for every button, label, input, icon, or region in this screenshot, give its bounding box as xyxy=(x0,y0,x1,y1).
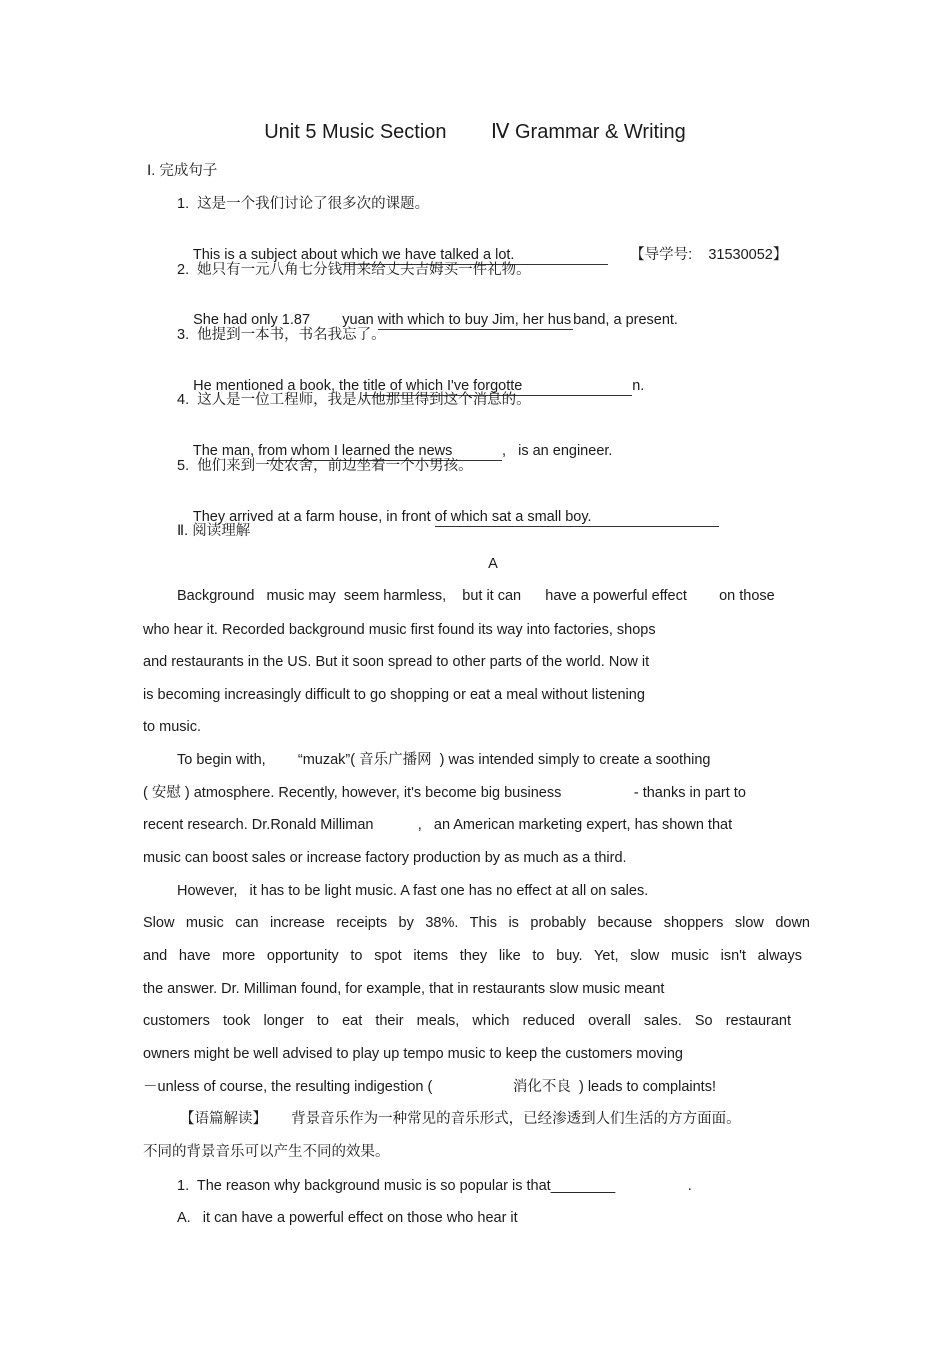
passage-line: owners might be well advised to play up tempo music to keep the customers moving xyxy=(143,1046,683,1062)
item-1-note: 【导学号: 31530052】 xyxy=(630,247,788,263)
option-a: A. it can have a powerful effect on those who hear it xyxy=(177,1210,518,1226)
item-1-chinese: 1. 这是一个我们讨论了很多次的课题。 xyxy=(177,196,430,212)
passage-line: ( 安慰 ) atmosphere. Recently, however, it's become big business - thanks in part to xyxy=(143,785,746,801)
passage-line: recent research. Dr.Ronald Milliman , an American marketing expert, has shown that xyxy=(143,817,733,833)
item-5-prefix: They arrived at a farm house, in front xyxy=(192,509,435,525)
item-4-prefix: The man, fr xyxy=(192,443,267,459)
item-5-chinese: 5. 他们来到一处农舍，前边坐着一个小男孩。 xyxy=(177,458,473,474)
item-1-answer: which we have talked a lot. xyxy=(341,246,608,265)
item-2-answer: with which to buy Jim, her hus xyxy=(377,312,572,328)
summary-line: 【语篇解读】 背景音乐作为一种常见的音乐形式，已经渗透到人们生活的方方面面。 xyxy=(180,1111,741,1127)
item-5-answer: of which sat a small boy. xyxy=(435,508,719,527)
question-1: 1. The reason why background music is so popular is that________ . xyxy=(177,1178,692,1194)
passage-line: to music. xyxy=(143,719,202,735)
passage-line: Slow music can increase receipts by 38%. This is probably because shoppers slow down xyxy=(143,915,810,931)
item-4-suffix: , is an engineer. xyxy=(502,443,613,459)
passage-line: music can boost sales or increase factory production by as much as a third. xyxy=(143,850,627,866)
item-5-english xyxy=(177,490,719,545)
item-2-chinese: 2. 她只有一元八角七分钱用来给丈夫吉姆买一件礼物。 xyxy=(177,262,531,278)
passage-line: customers took longer to eat their meals, which reduced overall sales. So restaurant xyxy=(143,1013,791,1029)
page-title: Unit 5 Music Section Ⅳ Grammar & Writing xyxy=(264,121,686,143)
item-2-suffix: band, a present. xyxy=(573,312,678,328)
passage-line: To begin with, “muzak”( 音乐广播网 ) was intended simply to create a soothing xyxy=(177,752,711,768)
item-1-prefix: This is a subject about xyxy=(192,247,342,263)
item-3-suffix: n. xyxy=(632,378,645,394)
item-4-chinese: 4. 这人是一位工程师，我是从他那里得到这个消息的。 xyxy=(177,392,531,408)
passage-line: the answer. Dr. Milliman found, for example, that in restaurants slow music meant xyxy=(143,981,665,997)
summary-line: 不同的背景音乐可以产生不同的效果。 xyxy=(143,1144,390,1160)
passage-line: and have more opportunity to spot items they like to buy. Yet, slow music isn't always xyxy=(143,948,802,964)
item-3-answer: title of which I've forgotte xyxy=(363,377,632,396)
passage-label: A xyxy=(488,556,498,572)
passage-line: who hear it. Recorded background music first found its way into factories, shops xyxy=(143,622,656,638)
part2-heading: Ⅱ. 阅读理解 xyxy=(177,523,251,539)
item-4-answer: om whom I learned the news xyxy=(267,442,502,461)
item-3-chinese: 3. 他提到一本书，书名我忘了。 xyxy=(177,327,386,343)
item-2-prefix: She had only 1.87 yuan xyxy=(193,312,378,328)
passage-line: and restaurants in the US. But it soon spread to other parts of the world. Now it xyxy=(143,654,650,670)
item-3-prefix: He mentioned a book, the xyxy=(193,378,364,394)
passage-line: Background music may seem harmless, but it can have a powerful effect on those xyxy=(177,588,775,604)
part1-heading: Ⅰ. 完成句子 xyxy=(147,163,218,179)
passage-line: is becoming increasingly difficult to go shopping or eat a meal without listening xyxy=(143,687,645,703)
passage-line: －unless of course, the resulting indigestion ( 消化不良 ) leads to complaints! xyxy=(143,1079,716,1095)
passage-line: However, it has to be light music. A fast one has no effect at all on sales. xyxy=(177,883,649,899)
